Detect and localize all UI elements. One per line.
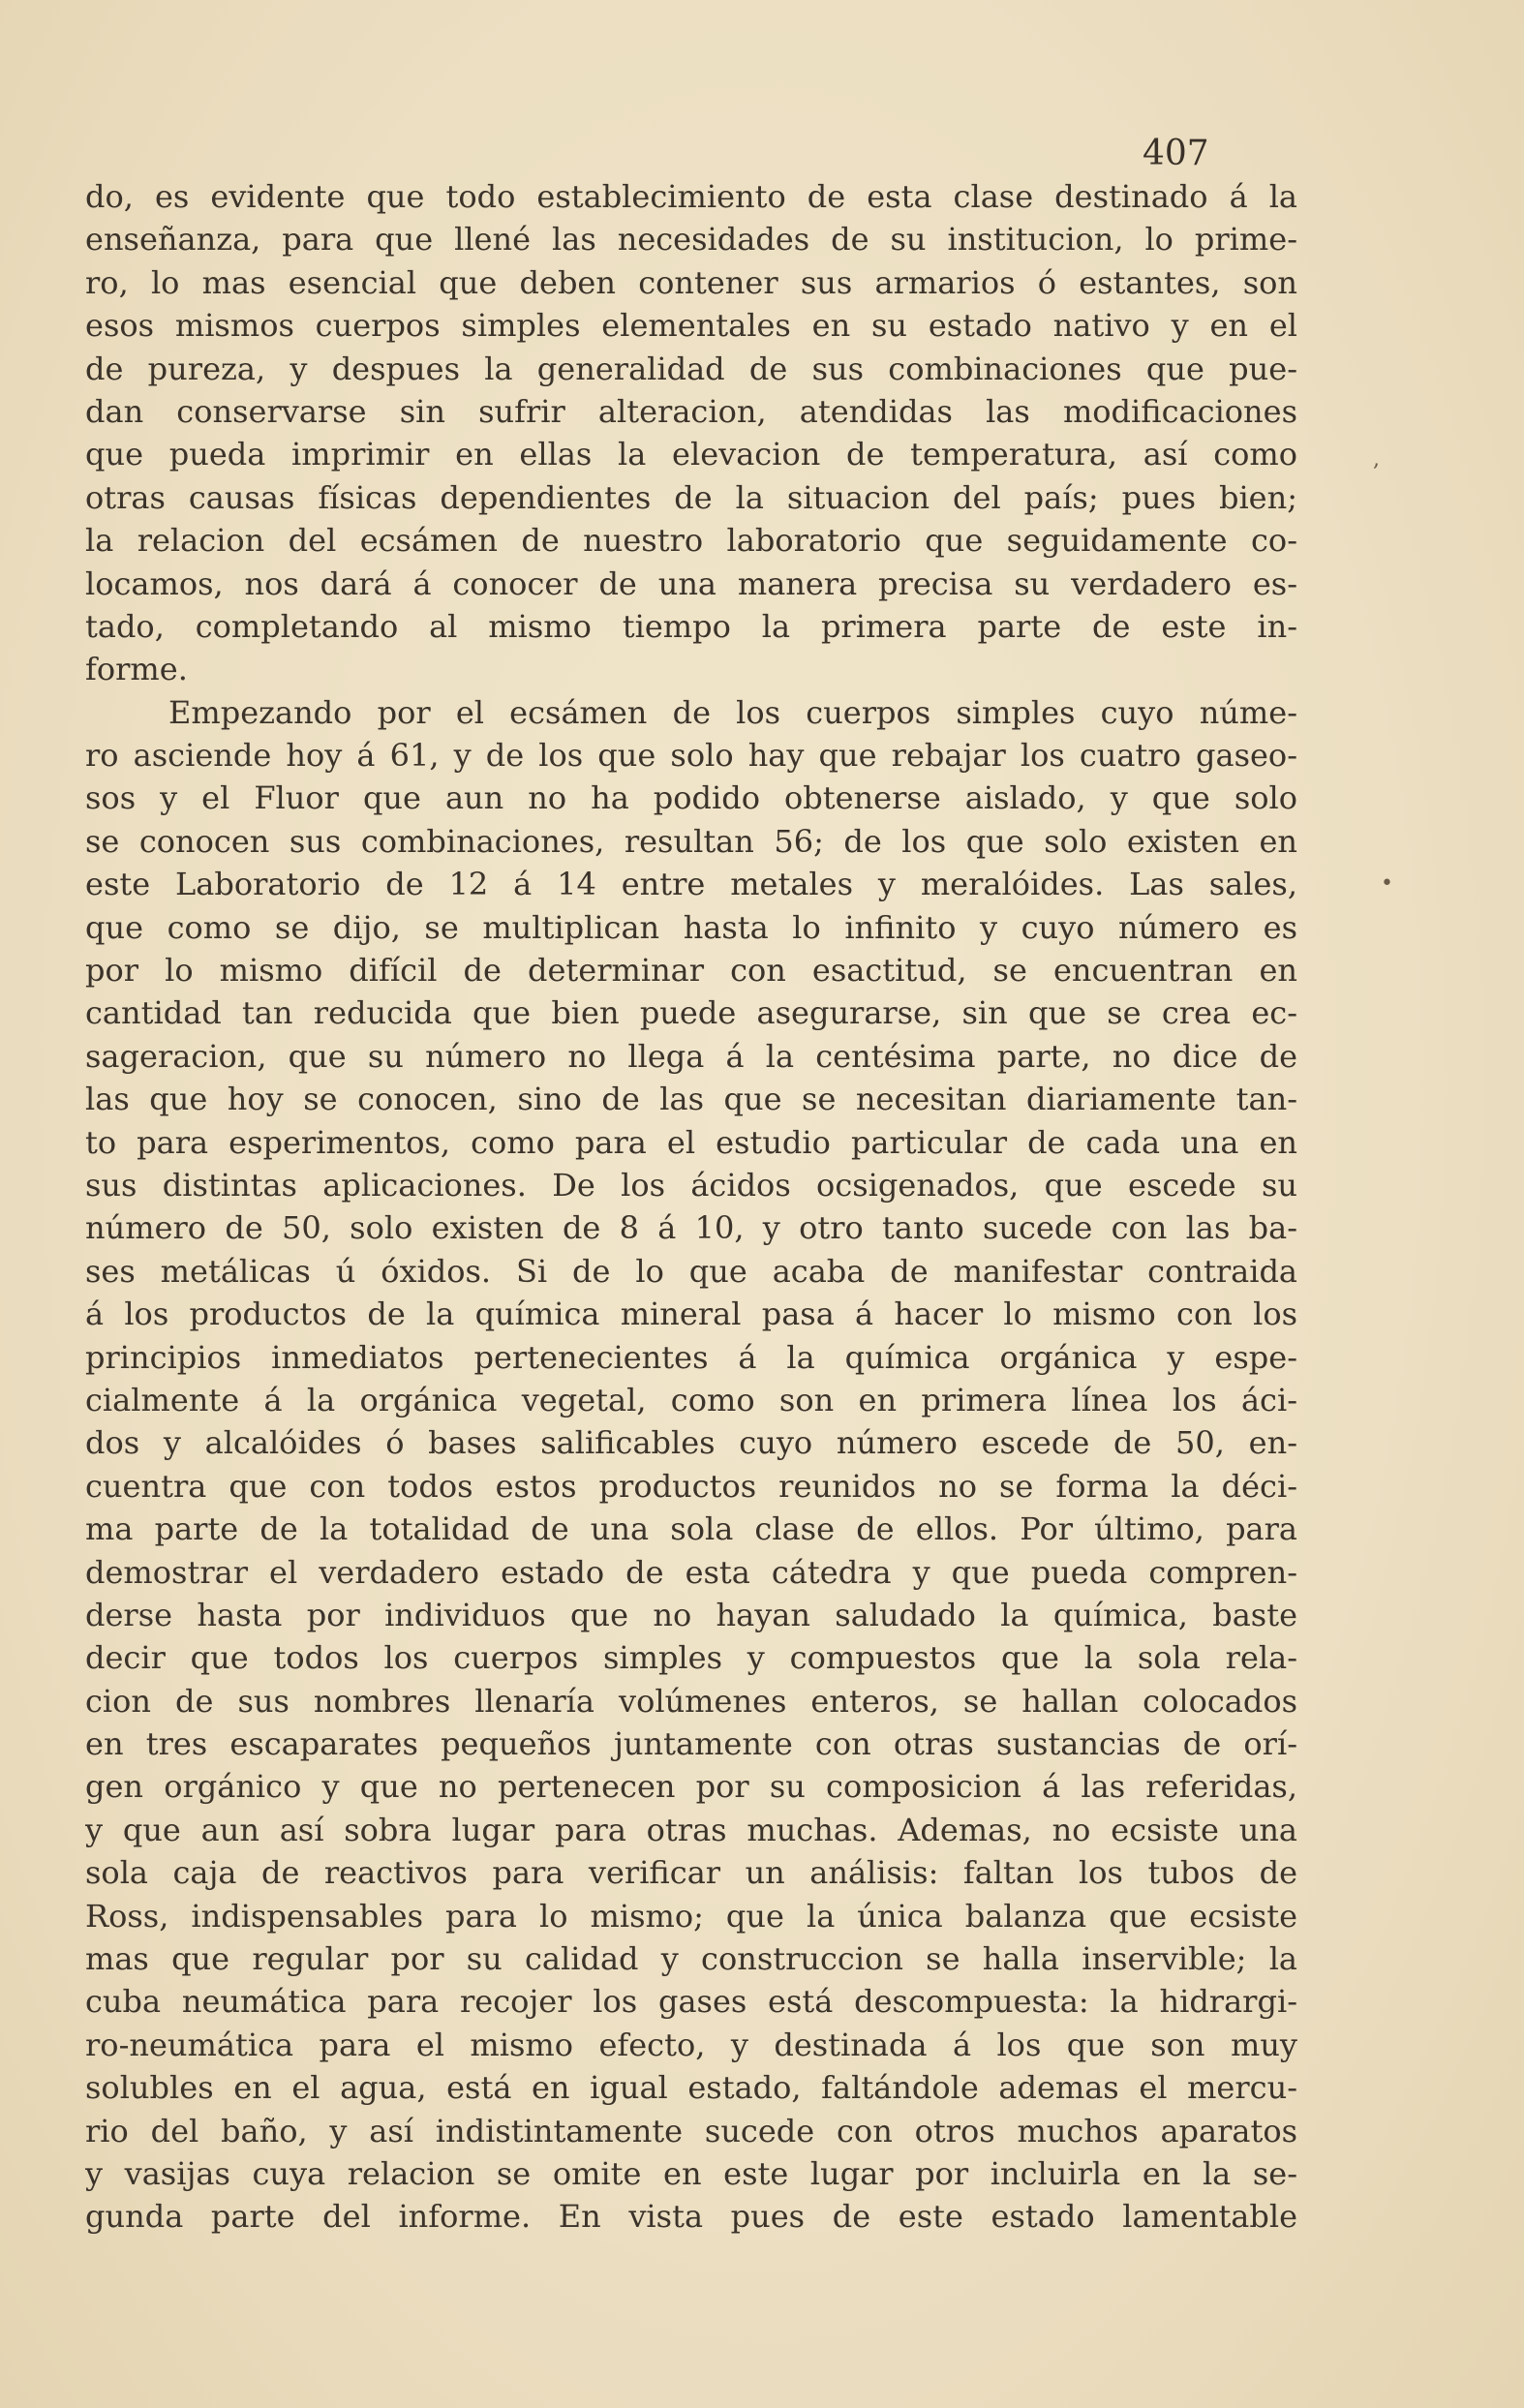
margin-speck: , xyxy=(1373,447,1380,472)
text-line: la relacion del ecsámen de nuestro laboratorio que seguidamente co- xyxy=(85,522,1297,560)
text-line: las que hoy se conocen, sino de las que se necesitan diariamente tan- xyxy=(85,1081,1297,1118)
margin-speck: • xyxy=(1381,871,1393,896)
text-line: forme. xyxy=(85,651,188,688)
text-line: cialmente á la orgánica vegetal, como son en primera línea los áci- xyxy=(85,1381,1297,1418)
text-line: ro-neumática para el mismo efecto, y destinada á los que son muy xyxy=(85,2026,1297,2063)
text-line: principios inmediatos pertenecientes á la química orgánica y espe- xyxy=(85,1338,1297,1376)
text-line: cion de sus nombres llenaría volúmenes enteros, se hallan colocados xyxy=(85,1682,1297,1720)
text-line: do, es evidente que todo establecimiento de esta clase destinado á la xyxy=(85,178,1297,215)
text-line: sageracion, que su número no llega á la centésima parte, no dice de xyxy=(85,1037,1297,1075)
text-line: sos y el Fluor que aun no ha podido obtenerse aislado, y que solo xyxy=(85,779,1297,817)
text-line: otras causas físicas dependientes de la situacion del país; pues bien; xyxy=(85,478,1297,516)
text-line: de pureza, y despues la generalidad de sus combinaciones que pue- xyxy=(85,350,1297,387)
text-line: y que aun así sobra lugar para otras muchas. Ademas, no ecsiste una xyxy=(85,1811,1297,1848)
text-line: gen orgánico y que no pertenecen por su composicion á las referidas, xyxy=(85,1768,1297,1806)
text-line: Ross, indispensables para lo mismo; que la única balanza que ecsiste xyxy=(85,1897,1297,1935)
text-line: solubles en el agua, está en igual estado, faltándole ademas el mercu- xyxy=(85,2069,1297,2107)
text-line: esos mismos cuerpos simples elementales en su estado nativo y en el xyxy=(85,307,1297,345)
text-line: enseñanza, para que llené las necesidades de su institucion, lo prime- xyxy=(85,221,1297,259)
text-line: en tres escaparates pequeños juntamente con otras sustancias de orí- xyxy=(85,1725,1297,1763)
text-line: demostrar el verdadero estado de esta cátedra y que pueda compren- xyxy=(85,1553,1297,1591)
text-line: ro asciende hoy á 61, y de los que solo hay que rebajar los cuatro gaseo- xyxy=(85,737,1297,775)
text-line: sus distintas aplicaciones. De los ácidos ocsigenados, que escede su xyxy=(85,1166,1297,1204)
text-line: se conocen sus combinaciones, resultan 56; de los que solo existen en xyxy=(85,822,1297,860)
text-line: este Laboratorio de 12 á 14 entre metales y meralóides. Las sales, xyxy=(85,866,1297,903)
text-line: gunda parte del informe. En vista pues de este estado lamentable xyxy=(85,2198,1297,2236)
text-line: tado, completando al mismo tiempo la primera parte de este in- xyxy=(85,607,1297,645)
text-line: mas que regular por su calidad y construccion se halla inservible; la xyxy=(85,1940,1297,1978)
text-line: y vasijas cuya relacion se omite en este lugar por incluirla en la se- xyxy=(85,2154,1297,2192)
text-line: número de 50, solo existen de 8 á 10, y otro tanto sucede con las ba- xyxy=(85,1209,1297,1247)
text-line: ses metálicas ú óxidos. Si de lo que acaba de manifestar contraida xyxy=(85,1252,1297,1290)
text-line: que como se dijo, se multiplican hasta lo infinito y cuyo número es xyxy=(85,908,1297,946)
text-line: ro, lo mas esencial que deben contener sus armarios ó estantes, son xyxy=(85,263,1297,301)
text-line: to para esperimentos, como para el estudio particular de cada una en xyxy=(85,1123,1297,1161)
text-line: á los productos de la química mineral pasa á hacer lo mismo con los xyxy=(85,1295,1297,1333)
text-line: ma parte de la totalidad de una sola clase de ellos. Por último, para xyxy=(85,1510,1297,1548)
text-line: por lo mismo difícil de determinar con esactitud, se encuentran en xyxy=(85,952,1297,990)
page-number: 407 xyxy=(1143,134,1209,173)
text-line: rio del baño, y así indistintamente sucede con otros muchos aparatos xyxy=(85,2112,1297,2149)
text-line: cantidad tan reducida que bien puede asegurarse, sin que se crea ec- xyxy=(85,994,1297,1032)
text-line: sola caja de reactivos para verificar un análisis: faltan los tubos de xyxy=(85,1854,1297,1892)
text-line: Empezando por el ecsámen de los cuerpos simples cuyo núme- xyxy=(168,693,1297,731)
text-line: cuentra que con todos estos productos reunidos no se forma la déci- xyxy=(85,1467,1297,1505)
text-line: decir que todos los cuerpos simples y compuestos que la sola rela- xyxy=(85,1639,1297,1677)
text-line: cuba neumática para recojer los gases está descompuesta: la hidrargi- xyxy=(85,1983,1297,2021)
body-text xyxy=(85,175,1297,2239)
text-line: derse hasta por individuos que no hayan saludado la química, baste xyxy=(85,1596,1297,1633)
text-line: que pueda imprimir en ellas la elevacion de temperatura, así como xyxy=(85,436,1297,473)
text-line: dos y alcalóides ó bases salificables cuyo número escede de 50, en- xyxy=(85,1424,1297,1462)
text-line: dan conservarse sin sufrir alteracion, atendidas las modificaciones xyxy=(85,392,1297,430)
text-line: locamos, nos dará á conocer de una manera precisa su verdadero es- xyxy=(85,564,1297,602)
